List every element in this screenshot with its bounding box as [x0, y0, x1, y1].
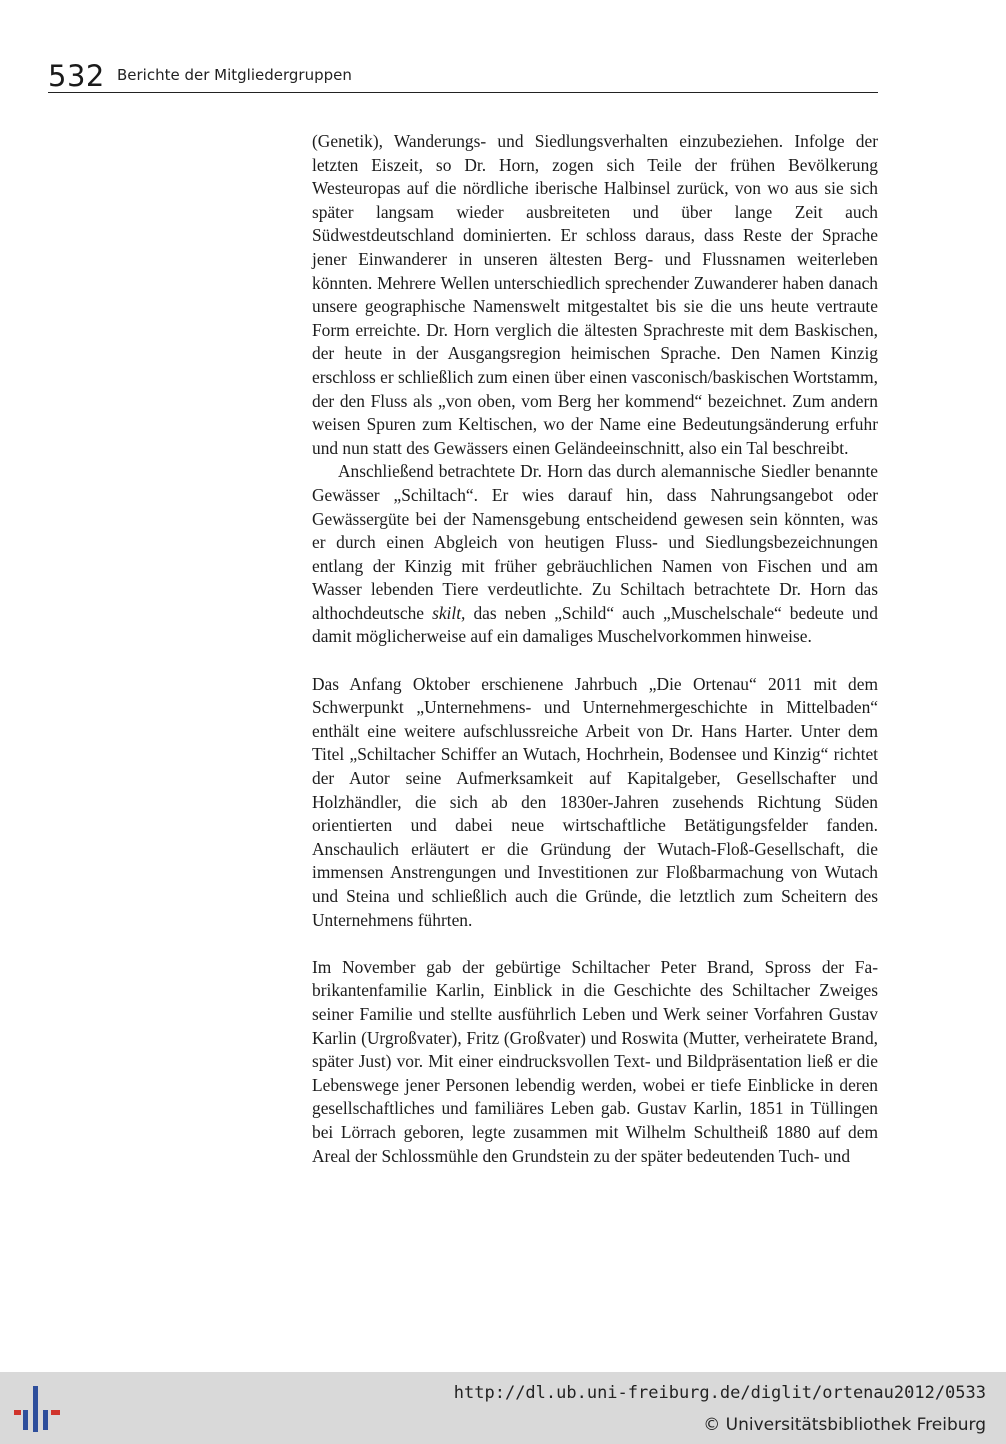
- page-header: [48, 56, 878, 93]
- paragraph-schiltach-name: Anschließend betrachtete Dr. Horn das durch alemannische Siedler benannte Gewässer „Schiltach“. Er wies darauf hin, dass Nahrungsangebot oder Gewässergüte bei der Namensgebung entscheidend gewesen sein könnten, was er durch einen Abgleich von heutigen Fluss- und Siedlungsbezeichnungen entlang der Kinzig mit früher gebräuchlichen Namen von Fischen und am Wasser lebenden Tiere verdeutlichte. Zu Schiltach betrachtete Dr. Horn das althochdeutsche skilt, das neben „Schild“ auch „Muschelschale“ bedeute und damit möglicherweise auf ein damaliges Muschelvorkommen hinweise.: [312, 461, 878, 647]
- running-title: Berichte der Mitgliedergruppen: [117, 66, 352, 84]
- italic-term: skilt,: [432, 602, 466, 623]
- paragraph-jahrbuch: Das Anfang Oktober erschienene Jahrbuch „Die Ortenau“ 2011 mit dem Schwerpunkt „Unternehmens- und Unternehmergeschichte in Mittelbaden“ enthält eine weitere aufschlussreiche Arbeit von Dr. Hans Harter. Unter dem Titel „Schiltacher Schiffer an Wutach, Hochrhein, Bodensee und Kinzig“ richtet der Autor seine Aufmerksamkeit auf Kapitalgeber, Gesellschafter und Holzhändler, die sich ab den 1830er-Jahren zusehends Richtung Süden orientierten und dabei neue wirtschaftliche Betätigungsfelder fanden. Anschaulich erläutert er die Gründung der Wutach-Floß-Gesellschaft, die immensen Anstrengungen und Investitionen zur Floßbarmachung von Wutach und Steina und schließlich auch die Gründe, die letztlich zum Scheitern des Unternehmens führten.: [312, 673, 878, 930]
- page-number: 532: [48, 59, 105, 93]
- ub-freiburg-logo-icon: [12, 1384, 62, 1434]
- footer-bar: [0, 1372, 1006, 1444]
- paragraph-genetik: (Genetik), Wanderungs- und Siedlungsverhalten einzubeziehen. Infolge der letzten Eiszeit, so Dr. Horn, zogen sich Teile der frühen Bevölkerung Westeuropas auf die nördliche iberische Halbinsel zurück, von wo aus sie sich später langsam wieder ausbreiteten und über lange Zeit auch Südwestdeutschland dominierten. Er schloss daraus, dass Reste der Sprache jener Einwanderer in unseren ältesten Berg- und Flussnamen weiterleben könnten. Mehrere Wellen unterschiedlich sprechender Zuwanderer haben danach unsere geographische Namenswelt mitgestaltet bis sie die uns heute vertraute Form erreichte. Dr. Horn verglich die ältesten Sprachreste mit dem Baskischen, der heute in der Ausgangsregion heimischen Sprache. Den Namen Kinzig erschloss er schließlich zum einen über einen vasconisch/baskischen Wortstamm, der den Fluss als „von oben, vom Berg her kommend“ bezeichnet. Zum andern weisen Spuren zum Keltischen, wo der Name eine Bedeutungsänderung erfuhr und nun statt des Gewässers einen Geländeeinschnitt, also ein Tal beschreibt.: [312, 131, 878, 458]
- source-url-link[interactable]: http://dl.ub.uni-freiburg.de/diglit/ortenau2012/0533: [453, 1383, 986, 1403]
- article-body: [312, 130, 878, 1168]
- copyright-text: © Universitätsbibliothek Freiburg: [703, 1415, 986, 1435]
- paragraph-karlin: Im November gab der gebürtige Schiltacher Peter Brand, Spross der Fabrikantenfamilie Karlin, Einblick in die Geschichte des Schiltacher Zweiges seiner Familie und stellte ausführlich Leben und Werk seiner Vorfahren Gustav Karlin (Urgroßvater), Fritz (Großvater) und Roswita (Mutter, verheiratete Brand, später Just) vor. Mit einer eindrucksvollen Text- und Bildpräsentation ließ er die Lebenswege jener Personen lebendig werden, wobei er tiefe Einblicke in deren gesellschaftliches und familiäres Leben gab. Gustav Karlin, 1851 in Tüllingen bei Lörrach geboren, legte zusammen mit Wilhelm Schultheiß 1880 auf dem Areal der Schlossmühle den Grundstein zu der später bedeutenden Tuch- und: [312, 956, 878, 1166]
